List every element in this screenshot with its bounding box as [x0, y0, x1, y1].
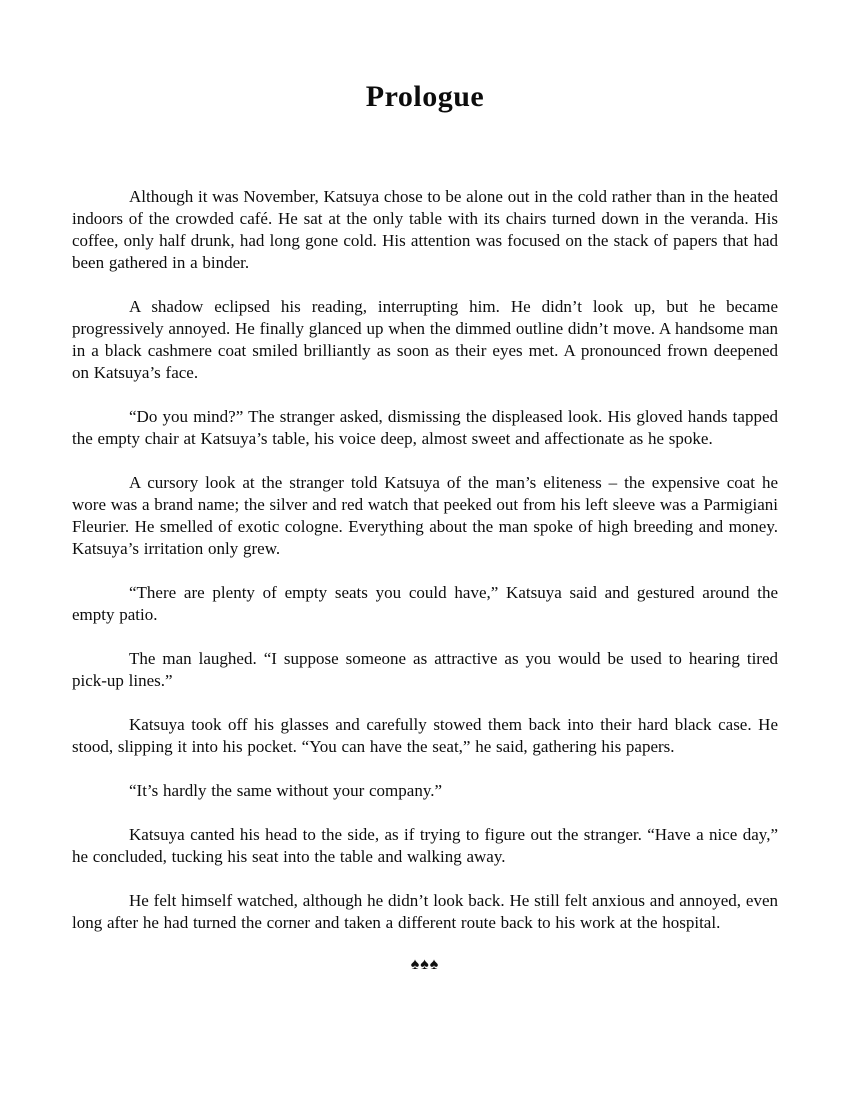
paragraph: He felt himself watched, although he didn’t look back. He still felt anxious and annoyed, even long after he had turned the corner and taken a different route back to his work at the hospital.: [72, 891, 778, 932]
page-title: Prologue: [365, 80, 485, 113]
scene-divider-spades: ♠♠♠: [410, 956, 440, 973]
paragraph: Although it was November, Katsuya chose to be alone out in the cold rather than in the heated indoors of the crowded café. He sat at the only table with its chairs turned down in the veranda. His coffee, only half drunk, had long gone cold. His attention was focused on the stack of papers that had been gathered in a binder.: [72, 187, 778, 272]
paragraph: Katsuya took off his glasses and carefully stowed them back into their hard black case. He stood, slipping it into his pocket. “You can have the seat,” he said, gathering his papers.: [72, 715, 778, 756]
paragraph: “It’s hardly the same without your company.”: [129, 781, 443, 800]
story-body: [72, 186, 778, 934]
paragraph: A cursory look at the stranger told Katsuya of the man’s eliteness – the expensive coat he wore was a brand name; the silver and red watch that peeked out from his left sleeve was a Parmigiani Fleurier. He smelled of exotic cologne. Everything about the man spoke of high breeding and money. Katsuya’s irritation only grew.: [72, 473, 778, 558]
paragraph: Katsuya canted his head to the side, as if trying to figure out the stranger. “Have a nice day,” he concluded, tucking his seat into the table and walking away.: [72, 825, 778, 866]
paragraph: A shadow eclipsed his reading, interrupting him. He didn’t look up, but he became progressively annoyed. He finally glanced up when the dimmed outline didn’t move. A handsome man in a black cashmere coat smiled brilliantly as soon as their eyes met. A pronounced frown deepened on Katsuya’s face.: [72, 297, 778, 382]
paragraph: The man laughed. “I suppose someone as attractive as you would be used to hearing tired pick-up lines.”: [72, 649, 778, 690]
paragraph: “There are plenty of empty seats you could have,” Katsuya said and gestured around the empty patio.: [72, 583, 778, 624]
paragraph: “Do you mind?” The stranger asked, dismissing the displeased look. His gloved hands tapped the empty chair at Katsuya’s table, his voice deep, almost sweet and affectionate as he spoke.: [72, 407, 778, 448]
